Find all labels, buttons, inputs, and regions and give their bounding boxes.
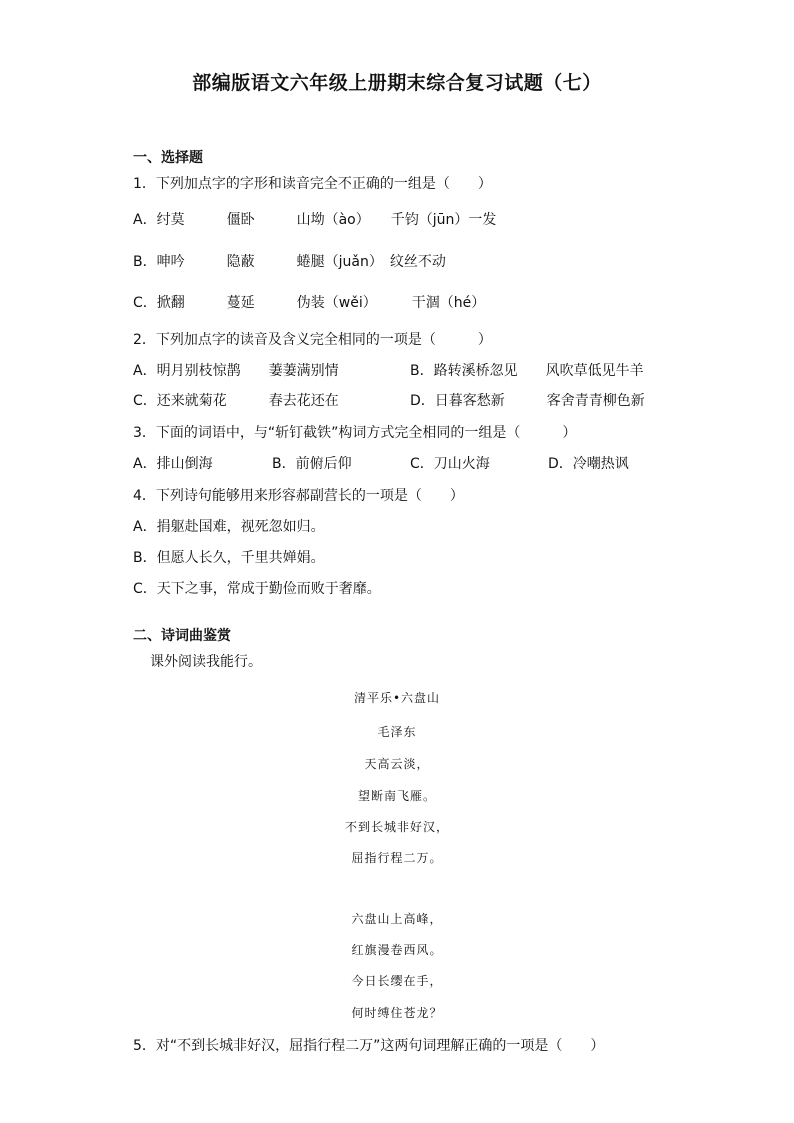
question-1-option-b: B．呻吟 隐蔽 蜷腿（juǎn） 纹丝不动: [133, 254, 446, 270]
poem-title: 清平乐•六盘山: [353, 691, 441, 705]
question-2-option-a: A．明月别枝惊鹊 萋萋满别情: [133, 363, 339, 379]
poem-line: 不到长城非好汉，: [344, 820, 449, 834]
question-1-stem: 1．下列加点字的字形和读音完全不正确的一组是（ ）: [133, 176, 492, 192]
question-2-option-d: D．日暮客愁新 客舍青青柳色新: [410, 393, 645, 409]
poem-line: 红旗漫卷西风。: [351, 943, 443, 957]
question-1-option-c: C．掀翻 蔓延 伪装（wěi） 干涸（hé）: [133, 295, 486, 311]
section-heading-poetry: 二、诗词曲鉴赏: [133, 628, 231, 644]
reading-intro: 课外阅读我能行。: [150, 654, 262, 670]
question-4-option-a: A．捐躯赴国难，视死忽如归。: [133, 519, 325, 535]
question-3-stem: 3．下面的词语中，与“斩钉截铁”构词方式完全相同的一组是（ ）: [133, 425, 577, 441]
poem-line: 望断南飞雁。: [357, 789, 436, 803]
question-1-option-a: A．纣莫 僵卧 山坳（ào） 千钧（jūn）一发: [133, 212, 497, 228]
poem-author: 毛泽东: [377, 725, 417, 739]
question-3-option-d: D．冷嘲热讽: [548, 456, 629, 472]
question-4-stem: 4．下列诗句能够用来形容郝副营长的一项是（ ）: [133, 488, 464, 504]
poem-line: 何时缚住苍龙？: [351, 1006, 443, 1020]
question-3-option-c: C．刀山火海: [410, 456, 490, 472]
poem-line: 今日长缨在手，: [351, 974, 443, 988]
poem-line: 屈指行程二万。: [351, 851, 443, 865]
question-4-option-c: C．天下之事，常成于勤俭而败于奢靡。: [133, 581, 381, 597]
question-2-stem: 2．下列加点字的读音及含义完全相同的一项是（ ）: [133, 332, 492, 348]
question-2-option-c: C．还来就菊花 春去花还在: [133, 393, 339, 409]
page-title: 部编版语文六年级上册期末综合复习试题（七）: [192, 72, 602, 94]
section-heading-choice: 一、选择题: [133, 150, 203, 166]
question-2-option-b: B．路转溪桥忽见 风吹草低见牛羊: [410, 363, 644, 379]
question-3-option-b: B．前俯后仰: [272, 456, 352, 472]
question-4-option-b: B．但愿人长久，千里共婵娟。: [133, 550, 325, 566]
poem-line: 六盘山上高峰，: [351, 912, 443, 926]
poem-line: 天高云淡，: [364, 757, 430, 771]
question-5-stem: 5．对“不到长城非好汉，屈指行程二万”这两句词理解正确的一项是（ ）: [133, 1038, 605, 1054]
question-3-option-a: A．排山倒海: [133, 456, 213, 472]
